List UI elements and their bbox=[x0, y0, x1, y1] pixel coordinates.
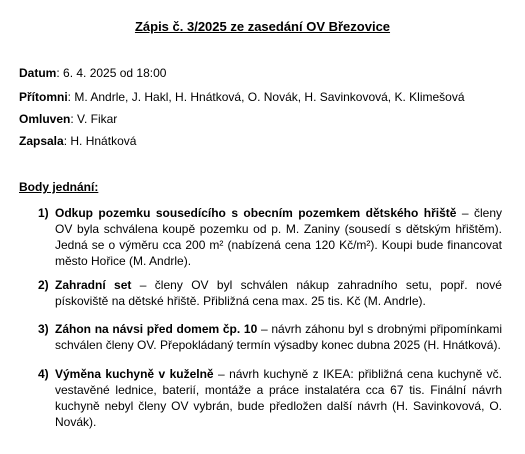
meta-colon: : bbox=[56, 66, 60, 80]
meta-colon: : bbox=[67, 90, 72, 104]
agenda-item-text: – návrh záhonu byl s drobnými připomínkami schválen členy OV. Přepokládaný termín výsadby konec dubna 2025 (H. Hnátková). bbox=[55, 322, 502, 352]
agenda-item-text: – členy OV byla schválena koupě pozemku od p. M. Zaniny (sousedí s dětským hřištěm). Jedná se o výměru cca 200 m² (nabízená cena 120 Kč/m²). Koupi bude financovat město Hořice (M. Andrle). bbox=[55, 206, 502, 268]
agenda-item-heading: Záhon na návsi před domem čp. 10 bbox=[55, 322, 258, 336]
meta-recorder-value: H. Hnátková bbox=[67, 134, 137, 148]
agenda-item-body bbox=[55, 205, 502, 269]
agenda-item-heading: Odkup pozemku sousedícího s obecním pozemkem dětského hřiště bbox=[55, 206, 457, 220]
agenda-item-number: 3) bbox=[38, 322, 49, 336]
agenda-item-number: 4) bbox=[38, 367, 49, 381]
agenda-item-heading: Zahradní set bbox=[55, 278, 132, 292]
agenda-item-body bbox=[55, 366, 502, 430]
agenda-item bbox=[38, 321, 502, 353]
agenda-item-text: – členy OV byl schválen nákup zahradního setu, popř. nové pískoviště na dětské hřiště. Přibližná cena max. 25 tis. Kč (M. Andrle). bbox=[55, 278, 502, 308]
agenda-item-body bbox=[55, 277, 502, 309]
meta-excused bbox=[19, 112, 509, 127]
agenda-item bbox=[38, 205, 502, 269]
agenda-item-number: 2) bbox=[38, 278, 49, 292]
meta-attendees-label: Přítomni bbox=[19, 90, 68, 104]
agenda-item-body bbox=[55, 321, 502, 353]
meta-recorder-label: Zapsala bbox=[19, 134, 64, 148]
agenda-item bbox=[38, 366, 502, 430]
meta-colon: : bbox=[63, 134, 68, 148]
meta-date-label: Datum bbox=[19, 66, 57, 80]
agenda-item-heading: Výměna kuchyně v kuželně bbox=[55, 367, 214, 381]
meta-attendees-value: M. Andrle, J. Hakl, H. Hnátková, O. Novák, H. Savinkovová, K. Klimešová bbox=[71, 90, 465, 104]
document-title: Zápis č. 3/2025 ze zasedání OV Březovice bbox=[134, 19, 391, 34]
meta-excused-label: Omluven bbox=[19, 112, 71, 126]
agenda-item-number: 1) bbox=[38, 206, 49, 220]
meta-colon: : bbox=[70, 112, 74, 126]
meta-recorder bbox=[19, 134, 509, 149]
meta-date bbox=[19, 66, 509, 81]
meta-date-value: 6. 4. 2025 od 18:00 bbox=[59, 66, 167, 80]
agenda-heading: Body jednání: bbox=[19, 180, 99, 194]
meta-excused-value: V. Fikar bbox=[73, 112, 118, 126]
agenda-item-text: – návrh kuchyně z IKEA: přibližná cena kuchyně vč. vestavěné lednice, baterií, montáže a práce instalatéra cca 67 tis. Finální návrh kuchyně nebyl členy OV vybrán, bude předložen další návrh (H. Savinkovová, O. Novák). bbox=[55, 367, 503, 429]
meta-attendees bbox=[19, 90, 509, 105]
agenda-item bbox=[38, 277, 502, 309]
